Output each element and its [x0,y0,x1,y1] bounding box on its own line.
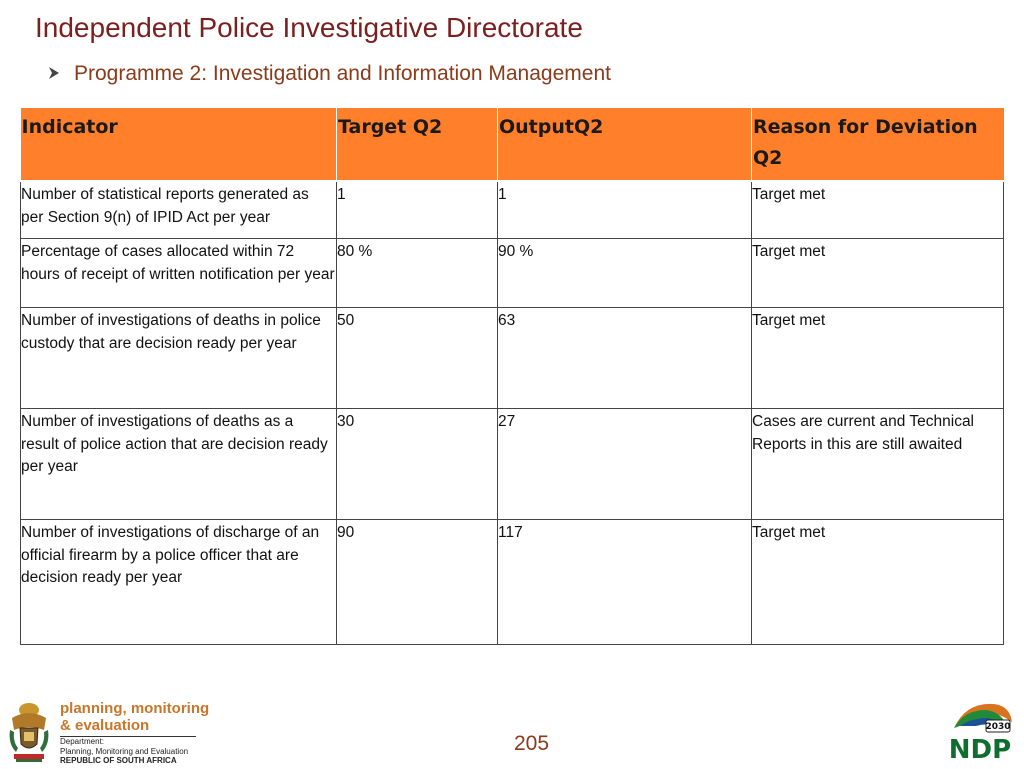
page-number: 205 [514,732,550,755]
dept-name: Planning, Monitoring and Evaluation [60,746,189,756]
pme-brand [60,700,209,734]
column-header-target: Target Q2 [337,108,498,181]
output-cell: 1 [498,181,752,239]
table-header [21,108,1004,181]
reason-cell: Target met [752,181,1004,239]
coat-of-arms-icon [4,700,54,764]
subtitle-row [48,62,611,86]
target-cell: 80 % [337,239,498,308]
indicator-cell: Number of investigations of discharge of an official firearm by a police officer that are decision ready per year [21,520,337,645]
pme-line-2: & evaluation [60,717,150,734]
arrowhead-bullet-icon [48,66,60,83]
dept-country: REPUBLIC OF SOUTH AFRICA [60,756,177,765]
ndp-2030-logo-icon [946,698,1016,762]
indicator-cell: Percentage of cases allocated within 72 hours of receipt of written notification per year [21,239,337,308]
indicator-cell: Number of investigations of deaths in police custody that are decision ready per year [21,308,337,409]
department-block [60,737,188,766]
indicator-table-container [20,108,1003,645]
page-title: Independent Police Investigative Directorate [35,12,583,43]
target-cell: 90 [337,520,498,645]
table-row [21,409,1004,520]
target-cell: 1 [337,181,498,239]
indicator-cell: Number of statistical reports generated as per Section 9(n) of IPID Act per year [21,181,337,239]
pme-line-1: planning, monitoring [60,700,210,717]
output-cell: 90 % [498,239,752,308]
column-header-indicator: Indicator [21,108,337,181]
dept-label: Department: [60,737,105,746]
table-row [21,181,1004,239]
target-cell: 50 [337,308,498,409]
table-row [21,520,1004,645]
reason-cell: Cases are current and Technical Reports in this are still awaited [752,409,1004,520]
column-header-output: OutputQ2 [498,108,752,181]
indicator-table [20,108,1004,645]
table-row [21,308,1004,409]
page-subtitle: Programme 2: Investigation and Information Management [74,62,611,85]
ndp-year: 2030 [985,722,1011,732]
indicator-cell: Number of investigations of deaths as a result of police action that are decision ready per year [21,409,337,520]
output-cell: 63 [498,308,752,409]
target-cell: 30 [337,409,498,520]
column-header-reason: Reason for Deviation Q2 [752,108,1004,181]
reason-cell: Target met [752,239,1004,308]
table-row [21,239,1004,308]
output-cell: 27 [498,409,752,520]
ndp-text: NDP [948,735,1012,762]
output-cell: 117 [498,520,752,645]
reason-cell: Target met [752,308,1004,409]
reason-cell: Target met [752,520,1004,645]
